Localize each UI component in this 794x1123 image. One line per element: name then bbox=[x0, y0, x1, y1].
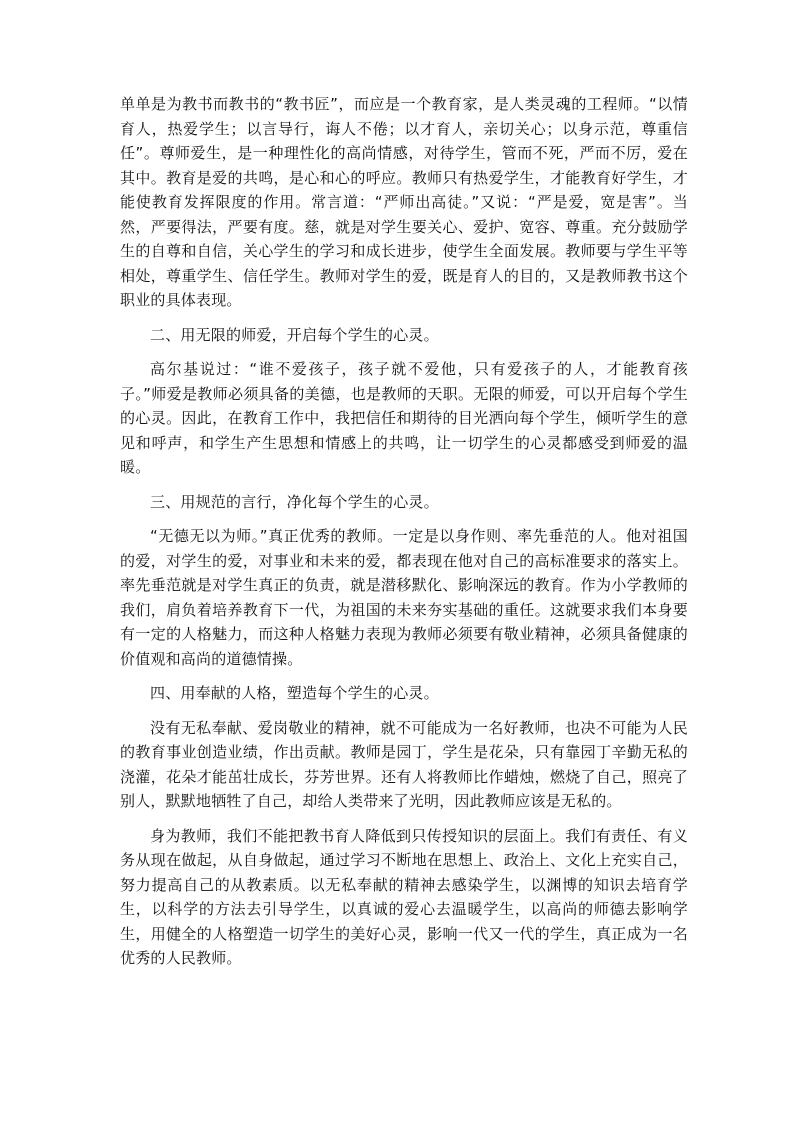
section-heading-four: 四、用奉献的人格，塑造每个学生的心灵。 bbox=[150, 684, 439, 702]
paragraph-conclusion: 身为教师，我们不能把教书育人降低到只传授知识的层面上。我们有责任、有义务从现在做起，从自身做起，通过学习不断地在思想上、政治上、文化上充实自己，努力提高自己的从教素质。以无私奉献的精神去感染学生，以渊博的知识去培育学生，以科学的方法去引导学生，以真诚的爱心去温暖学生，以高尚的师德去影响学生，用健全的人格塑造一切学生的美好心灵，影响一代又一代的学生，真正成为一名优秀的人民教师。 bbox=[120, 826, 688, 967]
document-body bbox=[120, 92, 688, 981]
paragraph-continuation: 单单是为教书而教书的“教书匠”，而应是一个教育家，是人类灵魂的工程师。“以情育人，热爱学生；以言导行，诲人不倦；以才育人，亲切关心；以身示范，尊重信任”。尊师爱生，是一种理性化的高尚情感，对待学生，管而不死，严而不厉，爱在其中。教育是爱的共鸣，是心和心的呼应。教师只有热爱学生，才能教育好学生，才能使教育发挥限度的作用。常言道：“严师出高徒。”又说：“严是爱，宽是害”。当然，严要得法，严要有度。慈，就是对学生要关心、爱护、宽容、尊重。充分鼓励学生的自尊和自信，关心学生的学习和成长进步，使学生全面发展。教师要与学生平等相处，尊重学生、信任学生。教师对学生的爱，既是育人的目的，又是教师教书这个职业的具体表现。 bbox=[120, 95, 688, 309]
paragraph-dedication: 没有无私奉献、爱岗敬业的精神，就不可能成为一名好教师，也决不可能为人民的教育事业创造业绩，作出贡献。教师是园丁，学生是花朵，只有靠园丁辛勤无私的浇灌，花朵才能茁壮成长，芬芳世界。还有人将教师比作蜡烛，燃烧了自己，照亮了别人，默默地牺牲了自己，却给人类带来了光明，因此教师应该是无私的。 bbox=[120, 718, 688, 810]
paragraph-gorky-quote: 高尔基说过：“谁不爱孩子，孩子就不爱他，只有爱孩子的人，才能教育孩子。”师爱是教师必须具备的美德，也是教师的天职。无限的师爱，可以开启每个学生的心灵。因此，在教育工作中，我把信任和期待的目光洒向每个学生，倾听学生的意见和呼声，和学生产生思想和情感上的共鸣，让一切学生的心灵都感受到师爱的温暖。 bbox=[120, 360, 688, 476]
section-heading-three: 三、用规范的言行，净化每个学生的心灵。 bbox=[150, 492, 439, 511]
paragraph-virtue: “无德无以为师。”真正优秀的教师。一定是以身作则、率先垂范的人。他对祖国的爱，对学生的爱，对事业和未来的爱，都表现在他对自己的高标准要求的落实上。率先垂范就是对学生真正的负责，就是潜移默化、影响深远的教育。作为小学教师的我们，肩负着培养教育下一代，为祖国的未来夯实基础的重任。这就要求我们本身要有一定的人格魅力，而这种人格魅力表现为教师必须要有敬业精神，必须具备健康的价值观和高尚的道德情操。 bbox=[120, 527, 688, 668]
section-heading-two: 二、用无限的师爱，开启每个学生的心灵。 bbox=[150, 325, 439, 344]
